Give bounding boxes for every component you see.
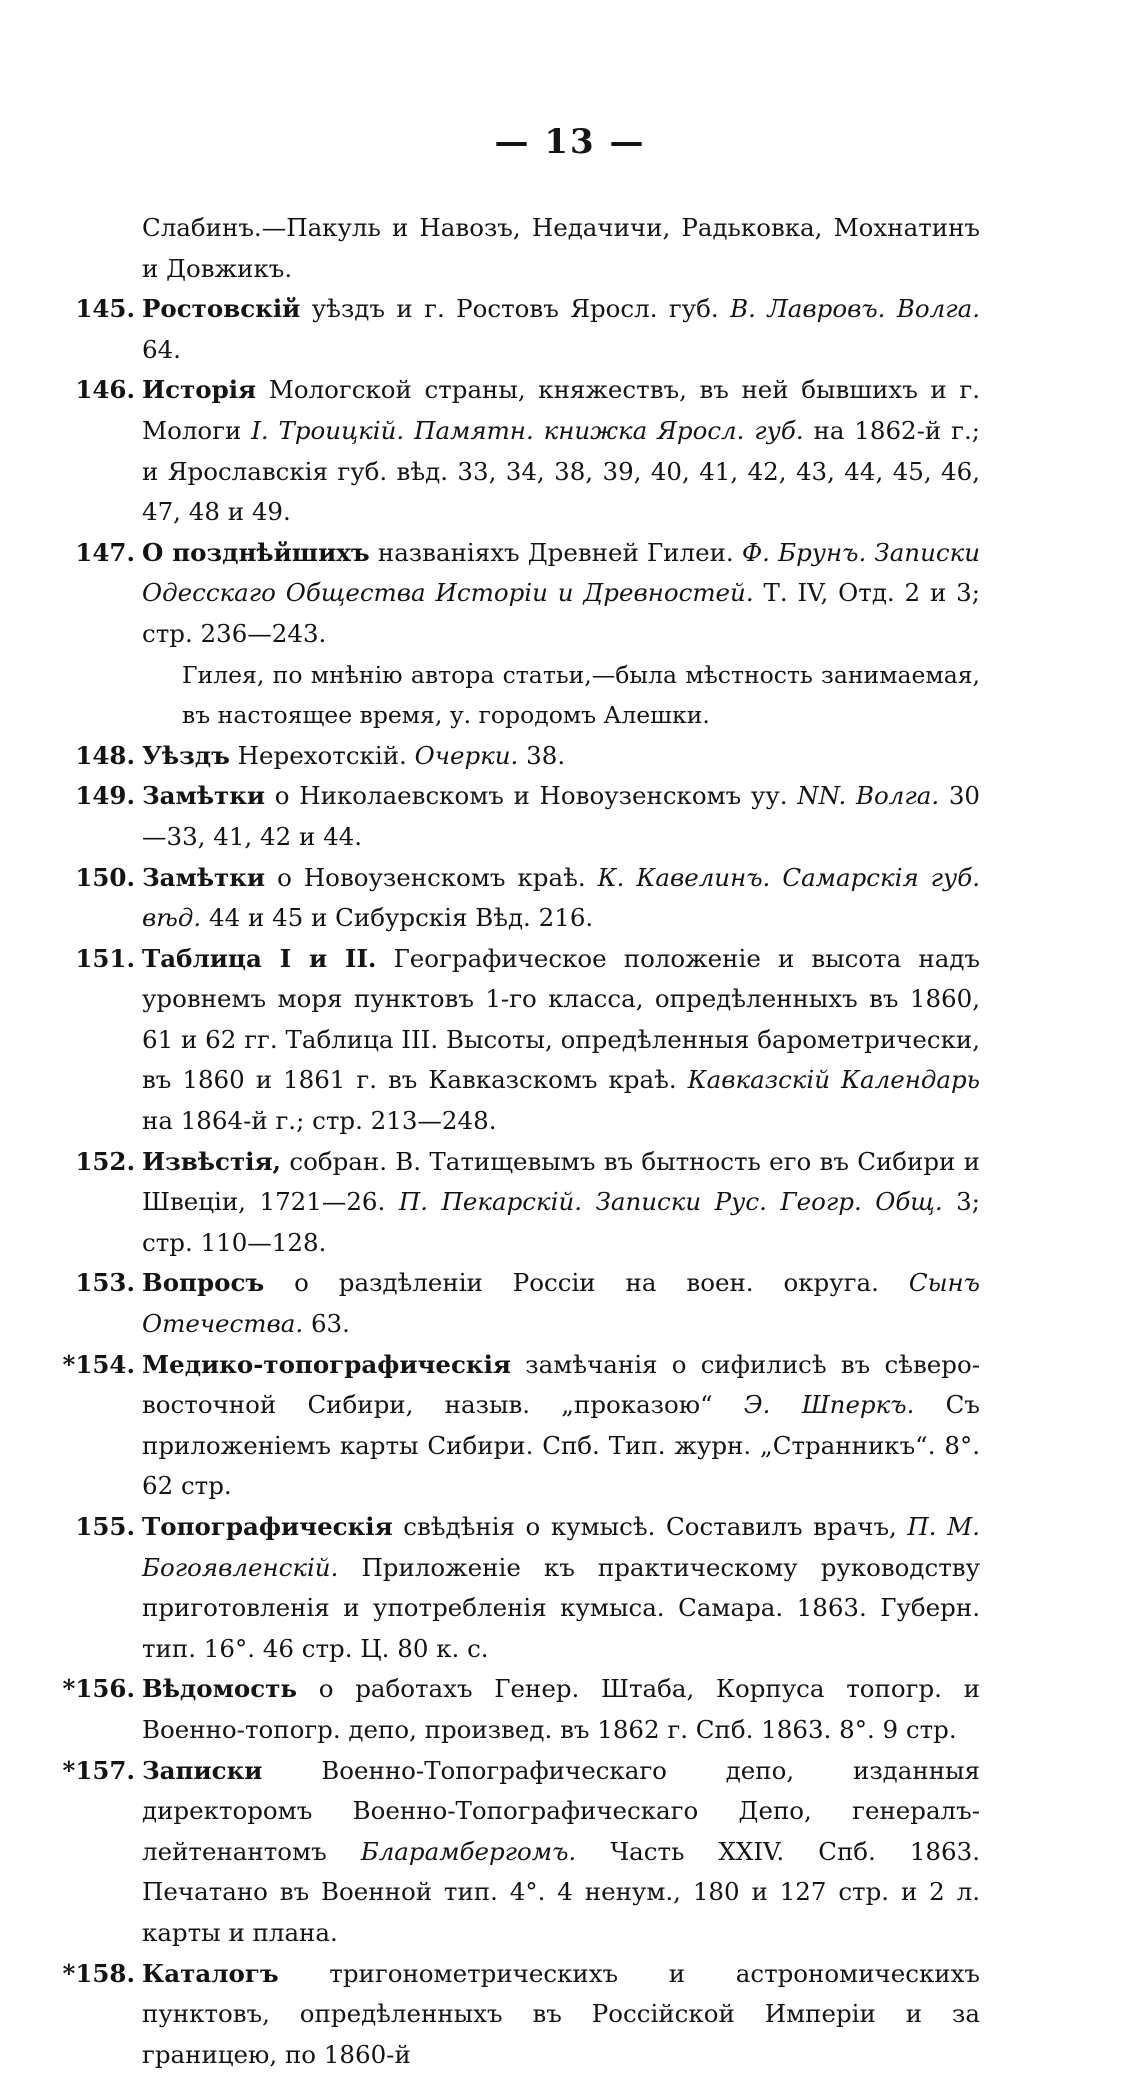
entry-number: 149.: [75, 781, 135, 811]
entry-heading: Таблица I и II.: [142, 943, 377, 973]
entry-text: названіяхъ Древней Гилеи.: [377, 537, 734, 567]
entry-tail: Часть XXIV. Спб. 1863. Печатано въ Военной тип. 4°. 4 ненум., 180 и 127 стр. и 2 л. карты и плана.: [142, 1836, 980, 1947]
entry-text: свѣдѣнія о кумысѣ. Составилъ врачъ,: [403, 1512, 897, 1541]
entry-145: [40, 289, 980, 370]
entries-list: [40, 208, 980, 2075]
entry-tail: на 1862-й г.; и Ярославскія губ. вѣд. 33, 34, 38, 39, 40, 41, 42, 43, 44, 45, 46, 47, 48 и 49.: [142, 415, 980, 527]
entry-heading: О позднѣйшихъ: [142, 537, 370, 567]
entry-tail: 38.: [526, 740, 566, 770]
entry-text: Военно-Топографическаго депо, изданныя директоромъ Военно-Топографическаго Депо, генералъ-лейтенантомъ: [142, 1755, 980, 1866]
entry-number: 146.: [75, 375, 135, 405]
entry-source: Э. Шперкъ.: [743, 1390, 915, 1420]
entry-number: 155.: [75, 1512, 135, 1541]
entry-heading: Вопросъ: [142, 1268, 265, 1298]
entry-source: Кавказскій Календарь: [687, 1065, 980, 1095]
entry-number: *154.: [62, 1349, 135, 1379]
entry-number: 148.: [75, 740, 135, 770]
entry-text: о Новоузенскомъ краѣ.: [277, 862, 586, 892]
entry-153: [40, 1263, 980, 1344]
entry-146: [40, 370, 980, 532]
entry-155: [40, 1507, 980, 1669]
entry-152: [40, 1142, 980, 1264]
entry-tail: 3; стр. 110—128.: [142, 1187, 980, 1257]
entry-heading: Записки: [142, 1755, 263, 1785]
entry-number: 145.: [75, 294, 135, 324]
entry-tail: на 1864-й г.; стр. 213—248.: [142, 1106, 497, 1136]
entry-156: [40, 1669, 980, 1750]
entry-source: П. Пекарскій. Записки Рус. Геогр. Общ.: [398, 1187, 943, 1217]
entry-text: о раздѣленіи Россіи на воен. округа.: [294, 1268, 879, 1298]
entry-157: [40, 1751, 980, 1954]
entry-heading: Топографическія: [142, 1512, 393, 1541]
entry-147: [40, 533, 980, 655]
entry-number: 147.: [75, 537, 135, 567]
entry-heading: Ростовскій: [142, 294, 301, 324]
entry-151: [40, 939, 980, 1142]
entry-158: [40, 1954, 980, 2075]
entry-number: 152.: [75, 1146, 135, 1176]
entry-tail: Т. IV, Отд. 2 и 3; стр. 236—243.: [142, 578, 981, 648]
entry-tail: 64.: [142, 334, 181, 364]
entry-source: К. Кавелинъ. Самарскія губ. вѣд.: [142, 862, 980, 933]
entry-source: Очерки.: [414, 740, 519, 770]
entry-150: [40, 858, 980, 939]
entry-147-note: Гилея, по мнѣнію автора статьи,—была мѣстность занимаемая, въ настоящее время, у. городомъ Алешки.: [182, 660, 980, 730]
entry-text: тригонометрическихъ и астрономическихъ пунктовъ, опредѣленныхъ въ Россійской Имперіи и за границею, по 1860-й: [142, 1958, 980, 2069]
entry-text: Нерехотскій.: [237, 740, 407, 770]
entry-number: *156.: [62, 1674, 135, 1704]
entry-number: 151.: [75, 943, 135, 973]
entry-number: 153.: [75, 1268, 135, 1298]
entry-source: Ф. Брунъ. Записки Одесскаго Общества Исторіи и Древностей.: [142, 537, 980, 608]
entry-source: Сынъ Отечества.: [142, 1268, 980, 1339]
entry-heading: Извѣстія,: [142, 1146, 282, 1176]
entry-source: П. М. Богоявленскій.: [142, 1512, 980, 1582]
entry-text: о работахъ Генер. Штаба, Корпуса топогр. и Военно-топогр. депо, произвед. въ 1862 г. Спб. 1863. 8°. 9 стр.: [142, 1674, 980, 1744]
entry-source: Бларамбергомъ.: [360, 1836, 577, 1866]
entry-number: *158.: [62, 1958, 135, 1988]
entry-tail: 44 и 45 и Сибурскія Вѣд. 216.: [209, 903, 594, 933]
entry-number: *157.: [62, 1755, 135, 1785]
intro-continuation: Слабинъ.—Пакуль и Навозъ, Недачичи, Радьковка, Мохнатинъ и Довжикъ.: [142, 213, 980, 283]
entry-tail: Съ приложеніемъ карты Сибири. Спб. Тип. журн. „Странникъ“. 8°. 62 стр.: [142, 1390, 980, 1501]
entry-source: В. Лавровъ. Волга.: [730, 294, 981, 324]
entry-text: собран. В. Татищевымъ въ бытность его въ Сибири и Швеціи, 1721—26.: [142, 1146, 980, 1217]
entry-source: I. Троицкій. Памятн. книжка Яросл. губ.: [251, 415, 804, 445]
entry-154: [40, 1345, 980, 1507]
entry-text: замѣчанія о сифилисѣ въ сѣверо-восточной Сибири, назыв. „проказою“: [142, 1349, 980, 1420]
entry-number: 150.: [75, 862, 135, 892]
entry-tail: Приложеніе къ практическому руководству приготовленія и употребленія кумыса. Самара. 1863. Губерн. тип. 16°. 46 стр. Ц. 80 к. с.: [142, 1552, 980, 1663]
page-number: — 13 —: [494, 122, 646, 162]
entry-149: [40, 776, 980, 857]
entry-text: Мологской страны, княжествъ, въ ней бывшихъ и г. Мологи: [142, 375, 980, 445]
entry-heading: Замѣтки: [142, 781, 266, 811]
entry-heading: Каталогъ: [142, 1958, 279, 1988]
entry-heading: Исторія: [142, 375, 257, 405]
entry-heading: Медико-топографическія: [142, 1349, 512, 1379]
entry-heading: Вѣдомость: [142, 1674, 297, 1704]
entry-source: NN. Волга.: [797, 781, 940, 811]
entry-text: о Николаевскомъ и Новоузенскомъ уу.: [274, 781, 788, 811]
entry-heading: Уѣздъ: [142, 740, 230, 770]
entry-text: уѣздъ и г. Ростовъ Яросл. губ.: [311, 294, 719, 324]
entry-heading: Замѣтки: [142, 862, 266, 892]
entry-text: Географическое положеніе и высота надъ уровнемъ моря пунктовъ 1-го класса, опредѣленныхъ въ 1860, 61 и 62 гг. Таблица III. Высоты, опредѣленныя барометрически, въ 1860 и 1861 г. въ Кавказскомъ краѣ.: [142, 943, 980, 1095]
entry-148: [40, 736, 980, 777]
entry-tail: 63.: [310, 1309, 350, 1339]
entry-tail: 30—33, 41, 42 и 44.: [142, 781, 981, 851]
